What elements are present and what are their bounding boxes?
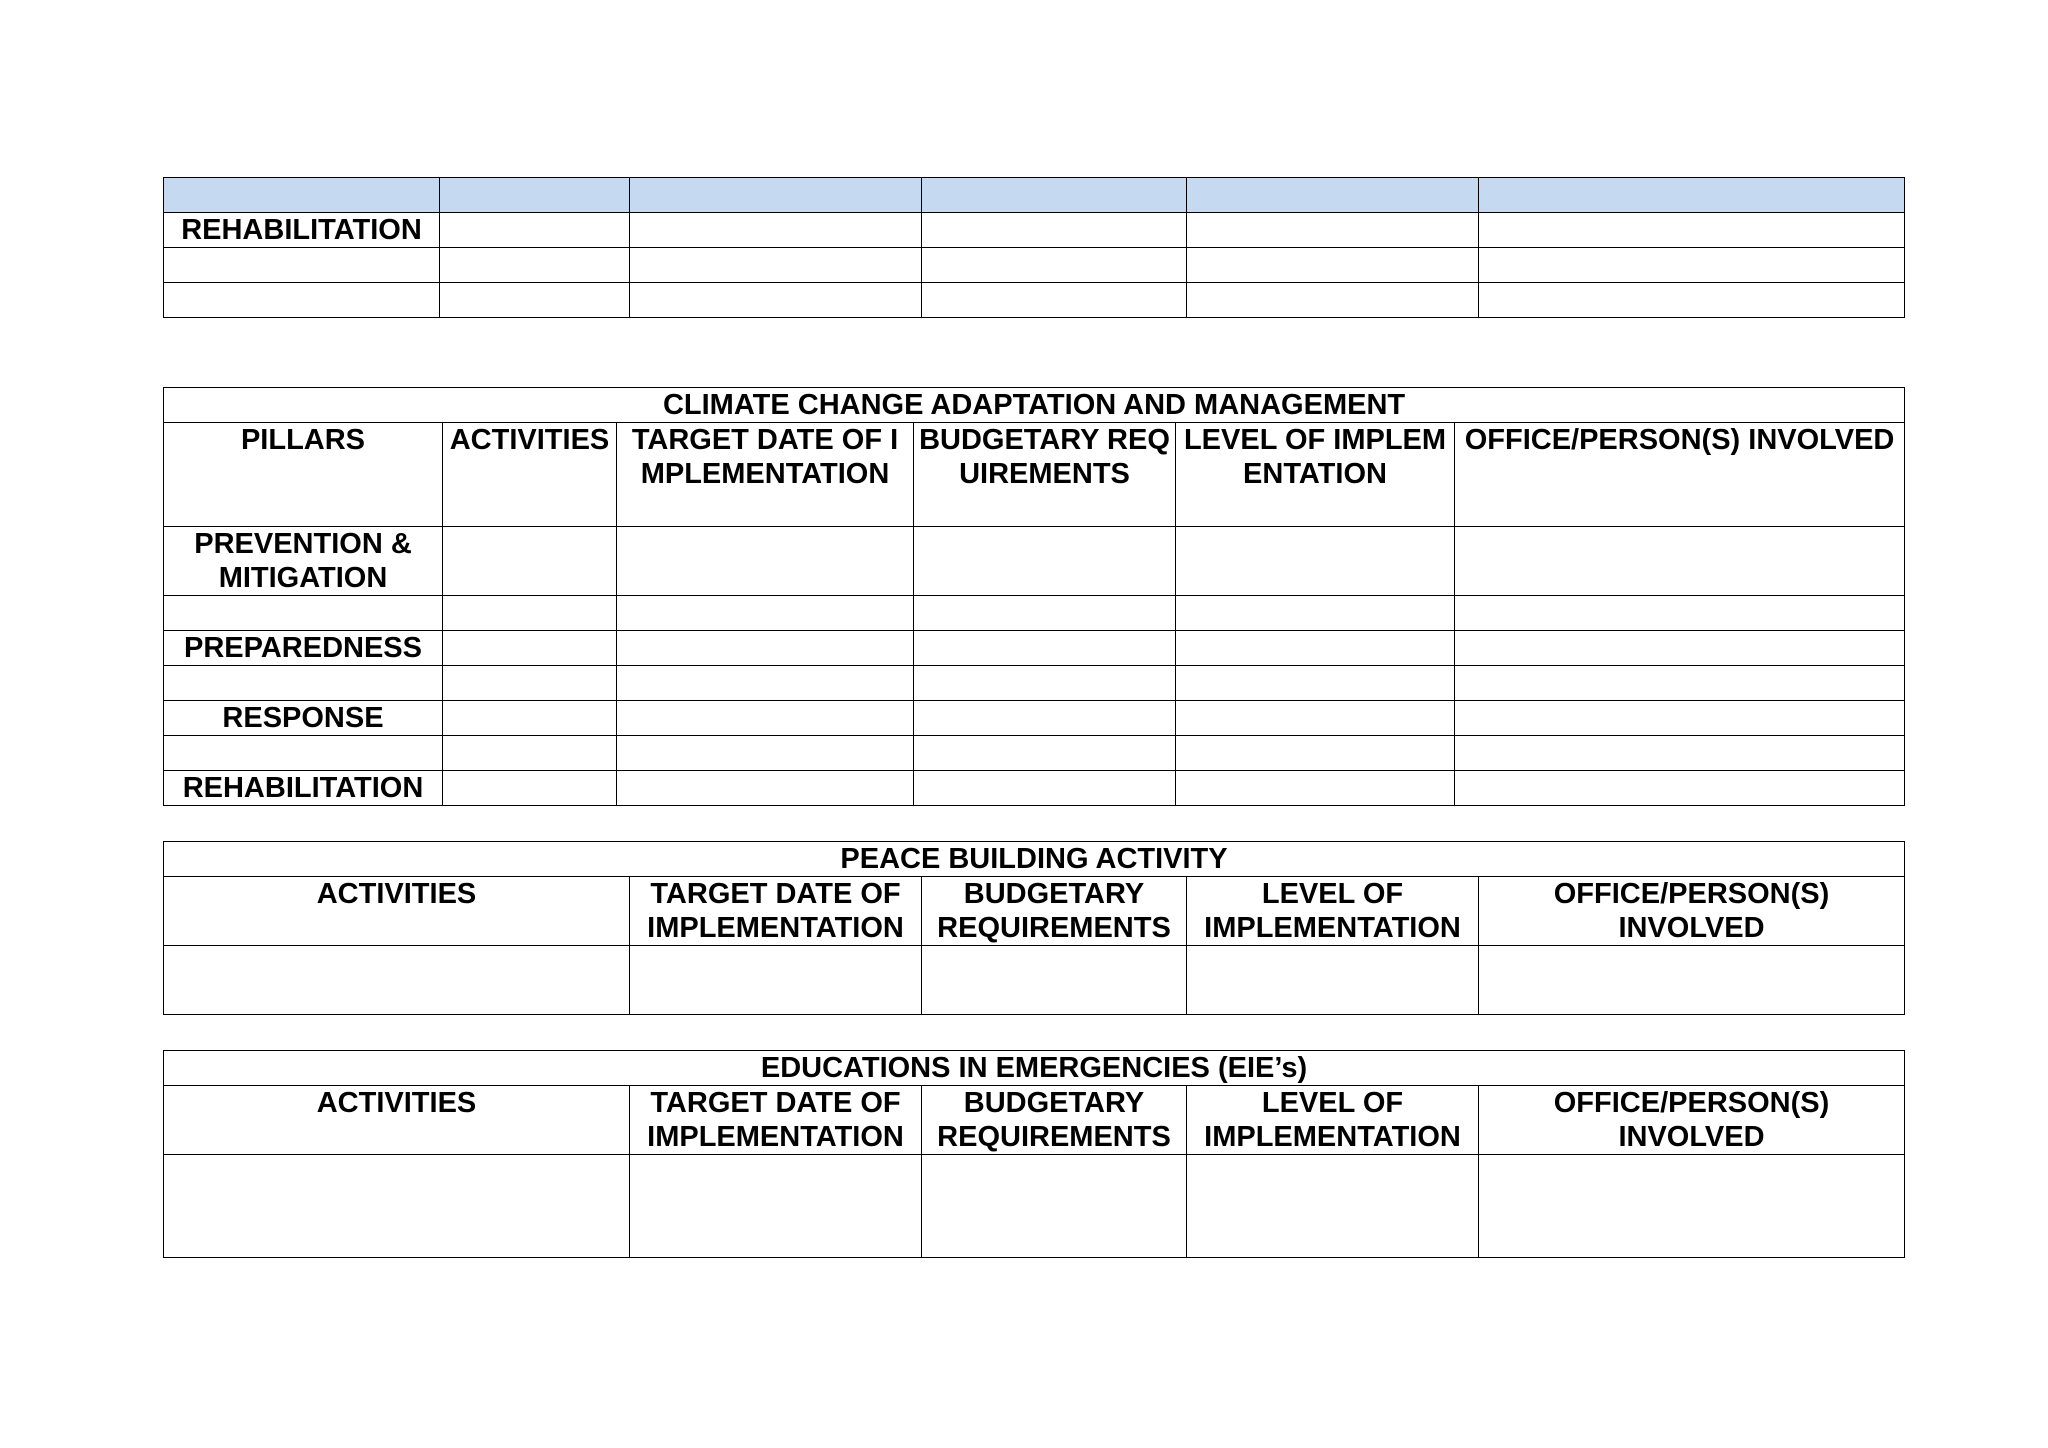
table-cell [1187, 946, 1479, 1015]
table-cell [1176, 596, 1455, 631]
table-cell [443, 771, 617, 806]
table-cell [1455, 596, 1905, 631]
table-title-row [164, 1051, 1905, 1086]
table-cell [164, 283, 440, 318]
climate-change-table [163, 387, 1905, 806]
header-cell [630, 178, 922, 213]
table-cell [164, 248, 440, 283]
table-cell [630, 248, 922, 283]
table-cell [922, 1155, 1187, 1258]
column-header: TARGET DATE OF IMPLEMENTATION [630, 877, 922, 946]
table-row [164, 283, 1905, 318]
table-cell [443, 736, 617, 771]
table-cell [630, 283, 922, 318]
table-row [164, 946, 1905, 1015]
table-cell [1455, 631, 1905, 666]
table-cell [630, 213, 922, 248]
table-title-row [164, 388, 1905, 423]
pillar-cell [164, 736, 443, 771]
table-cell [617, 527, 914, 596]
table-row [164, 596, 1905, 631]
pillar-cell: REHABILITATION [164, 771, 443, 806]
table-cell [1479, 248, 1905, 283]
table-cell [617, 631, 914, 666]
table-cell [1187, 283, 1479, 318]
table-cell [914, 596, 1176, 631]
table-cell [922, 283, 1187, 318]
table-cell [914, 631, 1176, 666]
column-header: TARGET DATE OF IMPLEMENTATION [617, 423, 914, 527]
table-cell [914, 666, 1176, 701]
table-cell [443, 631, 617, 666]
column-header: BUDGETARY REQUIREMENTS [914, 423, 1176, 527]
table-cell [914, 771, 1176, 806]
table-cell [630, 1155, 922, 1258]
table-row [164, 736, 1905, 771]
table-cell [1187, 248, 1479, 283]
table-cell [1187, 1155, 1479, 1258]
column-header: ACTIVITIES [164, 1086, 630, 1155]
table-cell [914, 701, 1176, 736]
table-row [164, 1155, 1905, 1258]
header-cell [440, 178, 630, 213]
column-header: OFFICE/PERSON(S) INVOLVED [1479, 877, 1905, 946]
table-row [164, 248, 1905, 283]
column-header: ACTIVITIES [443, 423, 617, 527]
table-cell [440, 213, 630, 248]
table-cell [1479, 946, 1905, 1015]
table-cell [440, 283, 630, 318]
pillar-cell: RESPONSE [164, 701, 443, 736]
table-cell [922, 248, 1187, 283]
table-cell [1455, 736, 1905, 771]
column-header: PILLARS [164, 423, 443, 527]
header-row [164, 877, 1905, 946]
table-cell [922, 213, 1187, 248]
table-cell [440, 248, 630, 283]
table-cell [164, 1155, 630, 1258]
header-cell [1187, 178, 1479, 213]
pillar-cell [164, 666, 443, 701]
column-header: TARGET DATE OF IMPLEMENTATION [630, 1086, 922, 1155]
table-title: PEACE BUILDING ACTIVITY [164, 842, 1905, 877]
table-cell [617, 771, 914, 806]
table-cell [617, 666, 914, 701]
table-cell [1455, 771, 1905, 806]
table-row [164, 178, 1905, 213]
table-cell [1176, 527, 1455, 596]
column-header: ACTIVITIES [164, 877, 630, 946]
table-cell [617, 701, 914, 736]
table-title: CLIMATE CHANGE ADAPTATION AND MANAGEMENT [164, 388, 1905, 423]
table-row [164, 527, 1905, 596]
peace-building-table [163, 841, 1905, 1015]
table-cell [1455, 666, 1905, 701]
table-row [164, 666, 1905, 701]
table-cell [1176, 666, 1455, 701]
table-cell [630, 946, 922, 1015]
header-cell [164, 178, 440, 213]
column-header: BUDGETARY REQUIREMENTS [922, 1086, 1187, 1155]
pillar-cell: REHABILITATION [164, 213, 440, 248]
table-cell [1479, 283, 1905, 318]
table-cell [914, 527, 1176, 596]
column-header: LEVEL OF IMPLEMENTATION [1187, 1086, 1479, 1155]
column-header: OFFICE/PERSON(S) INVOLVED [1455, 423, 1905, 527]
table-cell [1176, 736, 1455, 771]
table-cell [617, 596, 914, 631]
table-cell [1176, 701, 1455, 736]
continuation-table [163, 177, 1905, 318]
header-cell [922, 178, 1187, 213]
pillar-cell: PREVENTION & MITIGATION [164, 527, 443, 596]
table-cell [1176, 771, 1455, 806]
table-row [164, 771, 1905, 806]
table-cell [1455, 527, 1905, 596]
pillar-cell: PREPAREDNESS [164, 631, 443, 666]
table-cell [1479, 1155, 1905, 1258]
column-header: LEVEL OF IMPLEMENTATION [1176, 423, 1455, 527]
header-row [164, 423, 1905, 527]
table-row [164, 631, 1905, 666]
table-title-row [164, 842, 1905, 877]
pillar-cell [164, 596, 443, 631]
header-cell [1479, 178, 1905, 213]
table-row [164, 213, 1905, 248]
header-row [164, 1086, 1905, 1155]
table-cell [1187, 213, 1479, 248]
table-cell [914, 736, 1176, 771]
table-cell [443, 596, 617, 631]
table-title: EDUCATIONS IN EMERGENCIES (EIE’s) [164, 1051, 1905, 1086]
table-cell [922, 946, 1187, 1015]
table-cell [617, 736, 914, 771]
column-header: BUDGETARY REQUIREMENTS [922, 877, 1187, 946]
table-cell [164, 946, 630, 1015]
table-cell [1176, 631, 1455, 666]
table-cell [443, 701, 617, 736]
table-cell [443, 666, 617, 701]
column-header: LEVEL OF IMPLEMENTATION [1187, 877, 1479, 946]
table-cell [443, 527, 617, 596]
table-row [164, 701, 1905, 736]
table-cell [1455, 701, 1905, 736]
table-cell [1479, 213, 1905, 248]
education-emergencies-table [163, 1050, 1905, 1258]
column-header: OFFICE/PERSON(S) INVOLVED [1479, 1086, 1905, 1155]
